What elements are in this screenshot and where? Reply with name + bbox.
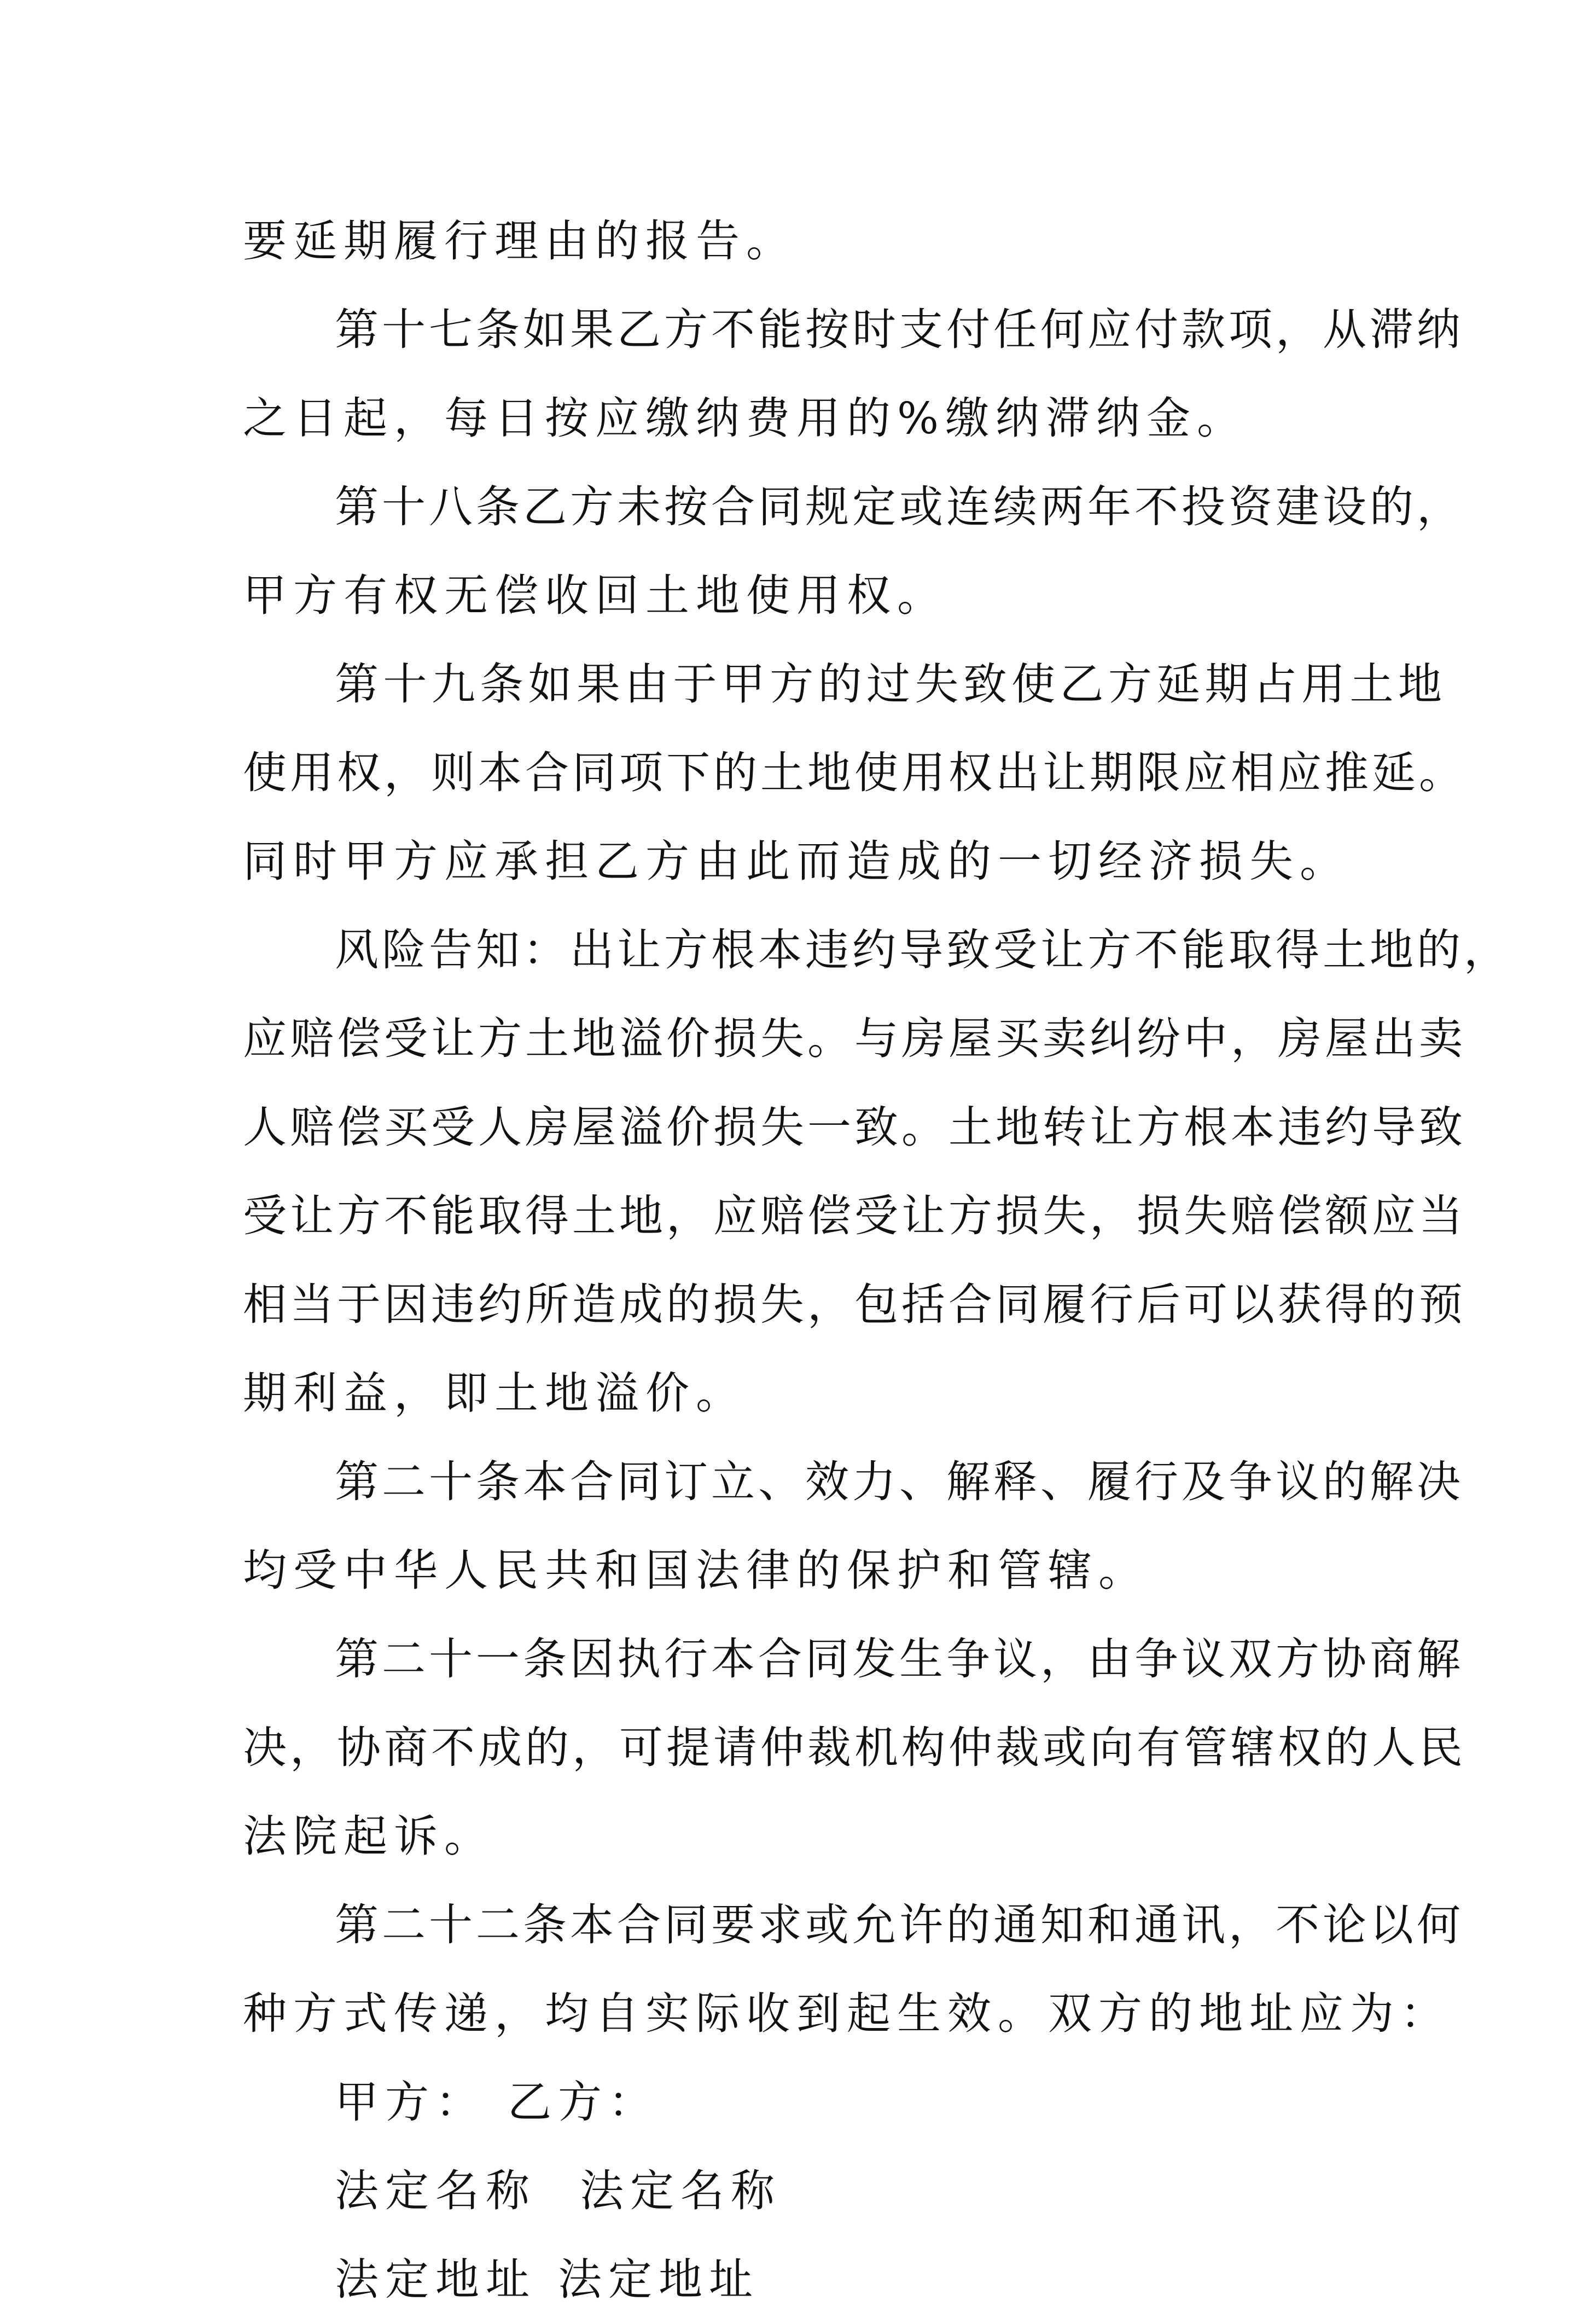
text-line: 均受中华人民共和国法律的保护和管辖。 (243, 1545, 1149, 1596)
text-line: 法院起诉。 (243, 1811, 494, 1862)
text-line: 人赔偿买受人房屋溢价损失一致。土地转让方根本违约导致 (243, 1102, 1466, 1153)
text-line: 甲方有权无偿收回土地使用权。 (243, 570, 947, 621)
text-line: 决，协商不成的，可提请仲裁机构仲裁或向有管辖权的人民 (243, 1722, 1466, 1773)
text-line: 第二十条本合同订立、效力、解释、履行及争议的解决 (335, 1456, 1464, 1507)
text-line: 应赔偿受让方土地溢价损失。与房屋买卖纠纷中，房屋出卖 (243, 1013, 1466, 1064)
text-line: 受让方不能取得土地，应赔偿受让方损失，损失赔偿额应当 (243, 1190, 1466, 1241)
party-b-legal-address: 法定地址 (558, 2254, 759, 2305)
text-line: 同时甲方应承担乙方由此而造成的一切经济损失。 (243, 836, 1350, 887)
contract-text (243, 197, 1511, 2324)
party-a-label: 甲方： (335, 2077, 486, 2128)
text-line: 使用权，则本合同项下的土地使用权出让期限应相应推延。 (243, 747, 1466, 798)
party-b-legal-name: 法定名称 (580, 2165, 781, 2216)
party-b-label: 乙方： (508, 2077, 659, 2128)
legal-address-line (243, 2235, 1353, 2324)
text-line: 第十七条如果乙方不能按时支付任何应付款项，从滞纳 (335, 304, 1464, 355)
text-line: 相当于因违约所造成的损失，包括合同履行后可以获得的预 (243, 1279, 1466, 1330)
text-line: 风险告知：出让方根本违约导致受让方不能取得土地的， (335, 925, 1511, 975)
text-line: 第十九条如果由于甲方的过失致使乙方延期占用土地 (335, 659, 1445, 710)
text-line: 第十八条乙方未按合同规定或连续两年不投资建设的， (335, 481, 1464, 532)
party-a-legal-address: 法定地址 (335, 2254, 536, 2305)
party-labels-line (243, 2058, 1353, 2147)
text-line: 之日起，每日按应缴纳费用的%缴纳滞纳金。 (243, 393, 1248, 444)
text-line: 期利益，即土地溢价。 (243, 1368, 746, 1419)
party-a-legal-name: 法定名称 (335, 2165, 536, 2216)
text-line: 要延期履行理由的报告。 (243, 216, 796, 266)
text-line: 种方式传递，均自实际收到起生效。双方的地址应为： (243, 1988, 1451, 2039)
legal-name-line (243, 2147, 1353, 2235)
text-line: 第二十一条因执行本合同发生争议，由争议双方协商解 (335, 1634, 1464, 1684)
text-line: 第二十二条本合同要求或允许的通知和通讯，不论以何 (335, 1899, 1464, 1950)
